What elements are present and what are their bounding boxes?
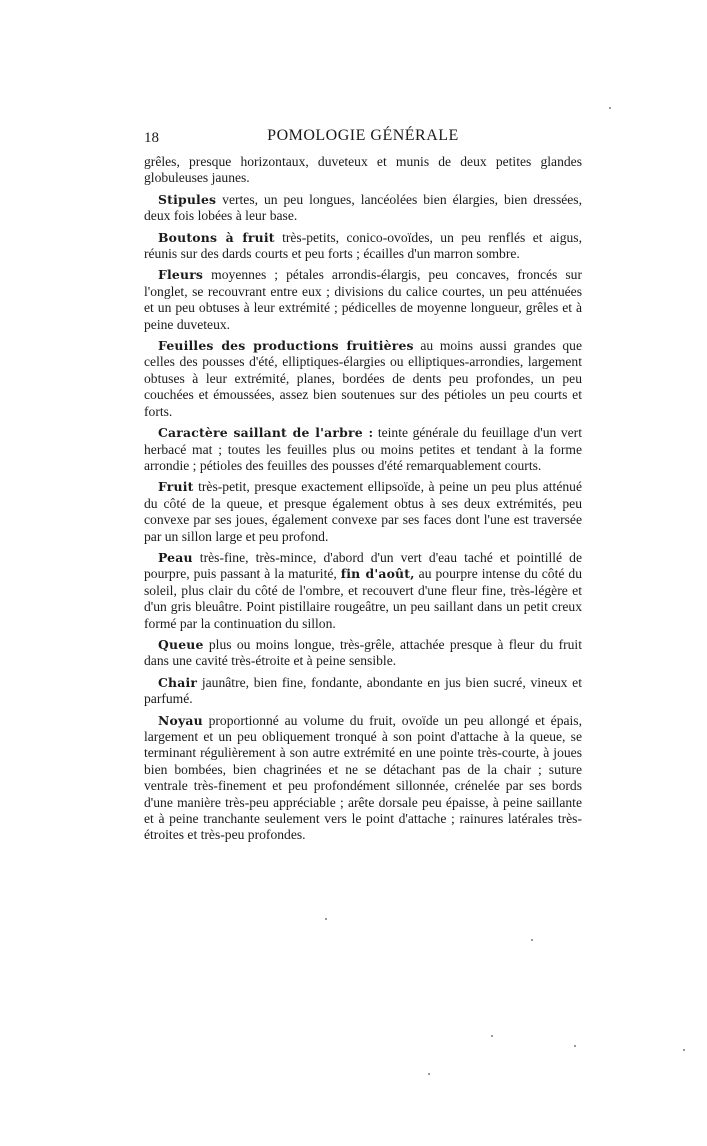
term-maturity-date: fin d'août, <box>340 566 415 582</box>
paragraph-continuation <box>144 154 582 187</box>
scan-speck <box>683 1049 685 1051</box>
scan-speck <box>609 107 611 109</box>
page-number: 18 <box>144 130 159 146</box>
paragraph-stipules <box>144 192 582 225</box>
scan-speck <box>491 1035 493 1037</box>
term-caractere: Caractère saillant de l'arbre : <box>158 425 374 441</box>
paragraph-caractere <box>144 425 582 474</box>
paragraph-text: grêles, presque horizontaux, duveteux et munis de deux petites glandes globuleuses jaunes. <box>144 154 582 186</box>
term-stipules: Stipules <box>158 191 217 207</box>
paragraph-fruit <box>144 479 582 545</box>
paragraph-text: teinte générale du feuillage d'un vert herbacé mat ; toutes les feuilles plus ou moins petites et tendant à la forme arrondie ; pétioles des feuilles des pousses d'été remarquablement courts. <box>144 425 582 473</box>
paragraph-text: au moins aussi grandes que celles des pousses d'été, elliptiques-élargies ou elliptiques-arrondies, largement obtuses à leur extrémité, planes, bordées de dents peu profondes, un peu couchées et émoussées, assez bien soutenues sur des pétioles un peu courts et forts. <box>144 338 582 419</box>
paragraph-queue <box>144 637 582 670</box>
term-fleurs: Fleurs <box>158 267 204 283</box>
term-fruit: Fruit <box>158 479 194 495</box>
term-noyau: Noyau <box>158 712 203 728</box>
book-page <box>144 128 582 849</box>
paragraph-text: plus ou moins longue, très-grêle, attachée presque à fleur du fruit dans une cavité très-étroite et à peine sensible. <box>144 636 582 669</box>
paragraph-text: au pourpre intense du côté du soleil, plus clair du côté de l'ombre, et recouvert d'une fleur fine, très-légère et d'un gris bleuâtre. Point pistillaire rougeâtre, un peu saillant dans un petit creux formé par la continuation du sillon. <box>144 566 582 631</box>
term-boutons: Boutons à fruit <box>158 229 275 245</box>
paragraph-feuilles <box>144 338 582 420</box>
paragraph-noyau <box>144 713 582 844</box>
paragraph-text: très-fine, très-mince, d'abord d'un vert d'eau taché et pointillé de pourpre, puis passant à la maturité, <box>144 549 582 582</box>
scan-speck <box>574 1045 576 1047</box>
paragraph-chair <box>144 675 582 708</box>
paragraph-fleurs <box>144 267 582 333</box>
term-feuilles: Feuilles des productions fruitières <box>158 338 414 354</box>
paragraph-text: très-petit, presque exactement ellipsoïde, à peine un peu plus atténué du côté de la queue, et presque également obtus à ses deux extrémités, peu convexe par ses joues, également convexe par ses faces dont l'une est traversée par un sillon large et peu profond. <box>144 479 582 544</box>
paragraph-text: moyennes ; pétales arrondis-élargis, peu concaves, froncés sur l'onglet, se recouvrant entre eux ; divisions du calice courtes, un peu atténuées et un peu obtuses à leur extrémité ; pédicelles de moyenne longueur, grêles et à peine duveteux. <box>144 267 582 332</box>
term-queue: Queue <box>158 636 204 652</box>
paragraph-text: proportionné au volume du fruit, ovoïde un peu allongé et épais, largement et un peu obliquement tronqué à son point d'attache à la queue, se terminant régulièrement à son autre extrémité en une pointe très-courte, à joues bien bombées, bien chagrinées et ne se détachant pas de la chair ; suture ventrale très-finement et peu profondément sillonnée, crénelée par ses bords d'une manière très-peu appréciable ; arête dorsale peu épaisse, à peine saillante et à peine tranchante seulement vers le point d'attache ; rainures latérales très-étroites et très-peu profondes. <box>144 712 582 843</box>
scan-speck <box>531 939 533 941</box>
scan-speck <box>325 918 327 920</box>
paragraph-peau <box>144 550 582 632</box>
page-header <box>144 128 582 150</box>
paragraph-text: vertes, un peu longues, lancéolées bien élargies, bien dressées, deux fois lobées à leur base. <box>144 191 582 224</box>
paragraph-boutons <box>144 230 582 263</box>
term-chair: Chair <box>158 674 198 690</box>
term-peau: Peau <box>158 549 193 565</box>
paragraph-text: jaunâtre, bien fine, fondante, abondante en jus bien sucré, vineux et parfumé. <box>144 674 582 707</box>
running-title: POMOLOGIE GÉNÉRALE <box>267 127 459 144</box>
paragraph-text: très-petits, conico-ovoïdes, un peu renflés et aigus, réunis sur des dards courts et peu forts ; écailles d'un marron sombre. <box>144 229 582 262</box>
scan-speck <box>428 1073 430 1075</box>
